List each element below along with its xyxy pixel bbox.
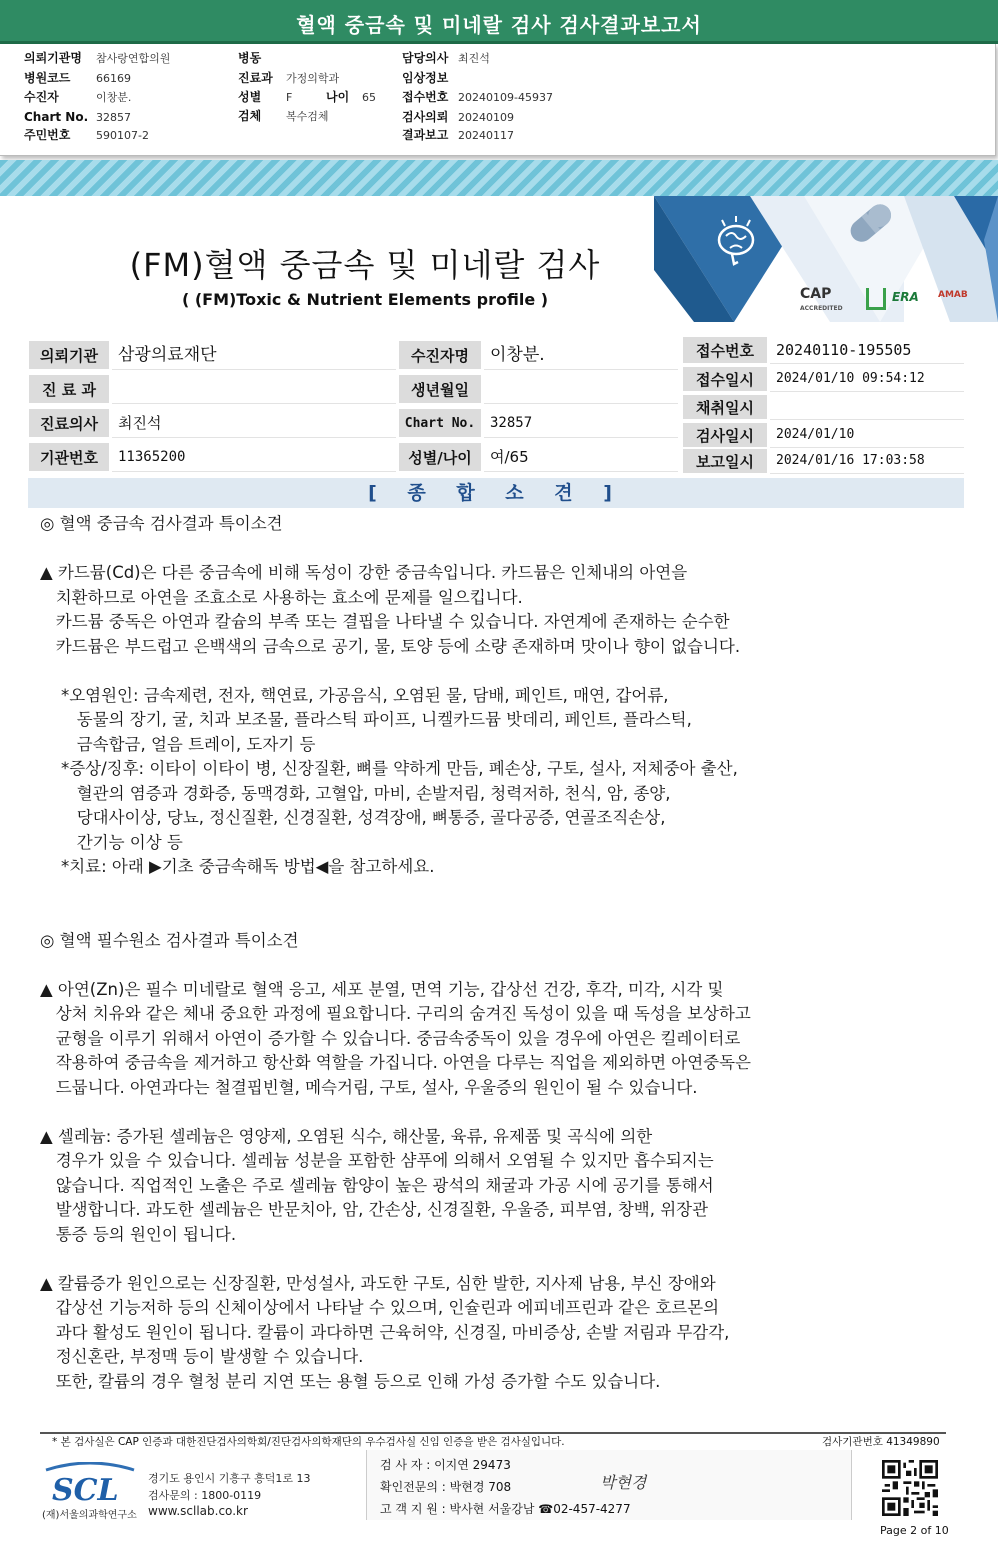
footer-institution-code: 검사기관번호 41349890 bbox=[822, 1436, 940, 1448]
summary-request-date: 검사의뢰 20240109 bbox=[402, 110, 514, 124]
amab-badge: AMAB bbox=[938, 290, 968, 300]
opinion-line: 혈관의 염증과 경화증, 동맥경화, 고혈압, 마비, 손발저림, 청력저하, 천식, 암, 종양, bbox=[40, 783, 671, 803]
value-institution-no: 11365200 bbox=[112, 442, 396, 472]
report-banner-title: 혈액 중금속 및 미네랄 검사 검사결과보고서 bbox=[296, 13, 702, 37]
lab-address: 경기도 용인시 기흥구 흥덕1로 13 bbox=[148, 1472, 311, 1485]
label-receipt-time: 접수일시 bbox=[682, 366, 768, 392]
svg-text:SCL: SCL bbox=[52, 1473, 119, 1506]
opinion-line: *오염원인: 금속제련, 전자, 핵연료, 가공음식, 오염된 물, 담배, 페인트, 매연, 갑어류, bbox=[40, 685, 669, 705]
opinion-line: 간기능 이상 등 bbox=[40, 832, 183, 852]
value-collect-time bbox=[770, 394, 964, 420]
summary-receipt-no: 접수번호 20240109-45937 bbox=[402, 90, 553, 104]
label-receipt-no: 접수번호 bbox=[682, 336, 768, 364]
value-department bbox=[112, 374, 396, 404]
label-institution-no: 기관번호 bbox=[28, 442, 110, 472]
summary-sex: 성별 F bbox=[238, 90, 293, 104]
summary-age: 나이 65 bbox=[326, 90, 376, 104]
opinion-line: 치환하므로 아연을 조효소로 사용하는 효소에 문제를 일으킵니다. bbox=[40, 587, 523, 607]
value-report-time: 2024/01/16 17:03:58 bbox=[770, 448, 964, 474]
opinion-line: 상처 치유와 같은 체내 중요한 과정에 필요합니다. 구리의 숨겨진 독성이 있을 때 독성을 보상하고 bbox=[40, 1004, 751, 1023]
opinion-line: 과다 활성도 원인이 됩니다. 칼륨이 과다하면 근육허약, 신경질, 마비증상, 손발 저림과 무감각, bbox=[40, 1322, 730, 1342]
opinion-line: ▲ 카드뮴(Cd)은 다른 중금속에 비해 독성이 강한 중금속입니다. 카드뮴은 인체내의 아연을 bbox=[40, 563, 688, 582]
summary-clinical-info: 임상정보 bbox=[402, 71, 449, 85]
opinion-line: 카드뮴 중독은 아연과 칼슘의 부족 또는 결핍을 나타낼 수 있습니다. 자연계에 존재하는 순수한 bbox=[40, 612, 730, 631]
opinion-line: 갑상선 기능저하 등의 신체이상에서 나타날 수 있으며, 인슐린과 에피네프린과 같은 호르몬의 bbox=[40, 1298, 720, 1317]
value-birth-date bbox=[484, 374, 678, 404]
opinion-line: ▲ 셀레늄: 증가된 셀레늄은 영양제, 오염된 식수, 해산물, 육류, 유제품 및 곡식에 의한 bbox=[40, 1126, 653, 1146]
summary-doctor: 담당의사 최진석 bbox=[402, 51, 490, 65]
label-department: 진 료 과 bbox=[28, 374, 110, 404]
value-patient-name: 이창분. bbox=[484, 340, 678, 370]
opinion-line: *치료: 아래 ▶기초 중금속해독 방법◀을 참고하세요. bbox=[40, 857, 435, 876]
lm-logo-icon bbox=[866, 288, 886, 310]
opinion-line: 드뭅니다. 아연과다는 철결핍빈혈, 메슥거림, 구토, 설사, 우울증의 원인이 될 수 있습니다. bbox=[40, 1077, 698, 1097]
summary-institution: 의뢰기관명 참사랑연합의원 bbox=[24, 51, 171, 65]
value-institution: 삼광의료재단 bbox=[112, 340, 396, 370]
lab-phone: 검사문의 : 1800-0119 bbox=[148, 1489, 262, 1502]
summary-department: 진료과 가정의학과 bbox=[238, 71, 340, 85]
opinion-heading: [ 종 합 소 견 ] bbox=[28, 478, 964, 508]
tester-line: 검 사 자 : 이지연 29473 bbox=[380, 1458, 511, 1472]
summary-chart-no: Chart No. 32857 bbox=[24, 110, 131, 124]
opinion-line: 경우가 있을 수 있습니다. 셀레늄 성분을 포함한 샴푸에 의해서 오염될 수 있지만 흡수되지는 bbox=[40, 1151, 714, 1170]
summary-id-number: 주민번호 590107-2 bbox=[24, 128, 149, 142]
page-title: (FM)혈액 중금속 및 미네랄 검사 bbox=[129, 246, 601, 284]
opinion-line: 균형을 이루기 위해서 아연이 증가할 수 있습니다. 중금속중독이 있을 경우에 아연은 킬레이터로 bbox=[40, 1028, 741, 1048]
report-banner bbox=[0, 0, 998, 44]
page-subtitle: ( (FM)Toxic & Nutrient Elements profile ) bbox=[181, 290, 549, 309]
opinion-line: *증상/징후: 이타이 이타이 병, 신장질환, 뼈를 약하게 만듬, 폐손상, 구토, 설사, 저체중아 출산, bbox=[40, 759, 738, 778]
summary-specimen: 검체 복수검체 bbox=[238, 109, 329, 123]
label-collect-time: 채취일시 bbox=[682, 394, 768, 420]
label-institution: 의뢰기관 bbox=[28, 340, 110, 370]
opinion-line: 통증 등의 원인이 됩니다. bbox=[40, 1224, 237, 1244]
opinion-line: ▲ 아연(Zn)은 필수 미네랄로 혈액 응고, 세포 분열, 면역 기능, 갑상선 건강, 후각, 미각, 시각 및 bbox=[40, 979, 724, 999]
lab-website: www.scllab.co.kr bbox=[148, 1504, 248, 1518]
opinion-line: 정신혼란, 부정맥 등이 발생할 수 있습니다. bbox=[40, 1347, 364, 1366]
summary-info-block bbox=[0, 44, 996, 156]
value-doctor: 최진석 bbox=[112, 408, 396, 438]
lab-name: (재)서울의과학연구소 bbox=[42, 1510, 137, 1521]
summary-patient: 수진자 이창분. bbox=[24, 90, 132, 104]
opinion-line: 금속합금, 얼음 트레이, 도자기 등 bbox=[40, 734, 316, 754]
label-report-time: 보고일시 bbox=[682, 448, 768, 474]
confirmer-line: 확인전문의 : 박현경 708 bbox=[380, 1480, 512, 1494]
value-sex-age: 여/65 bbox=[484, 442, 678, 472]
label-chart-no: Chart No. bbox=[398, 408, 482, 438]
opinion-line: 발생합니다. 과도한 셀레늄은 반문치아, 암, 간손상, 신경질환, 우울증, 피부염, 창백, 위장관 bbox=[40, 1200, 709, 1219]
era-badge: ERA bbox=[892, 290, 919, 304]
label-sex-age: 성별/나이 bbox=[398, 442, 482, 472]
opinion-line: 작용하여 중금속을 제거하고 항산화 역할을 가집니다. 아연을 다루는 직업을 제외하면 아연중독은 bbox=[40, 1053, 751, 1072]
signature: 박현경 bbox=[600, 1473, 647, 1492]
summary-ward: 병동 bbox=[238, 51, 262, 65]
footer-accreditation-note: * 본 검사실은 CAP 인증과 대한진단검사의학회/진단검사의학재단의 우수검사실 신임 인증을 받은 검사실입니다. bbox=[52, 1436, 565, 1448]
value-test-date: 2024/01/10 bbox=[770, 422, 964, 448]
opinion-line: 않습니다. 직업적인 노출은 주로 셀레늄 함양이 높은 광석의 채굴과 가공 시에 공기를 통해서 bbox=[40, 1175, 714, 1195]
value-receipt-time: 2024/01/10 09:54:12 bbox=[770, 366, 964, 392]
opinion-line: 또한, 칼륨의 경우 혈청 분리 지연 또는 용혈 등으로 인해 가성 증가할 수도 있습니다. bbox=[40, 1371, 661, 1391]
summary-hospital-code: 병원코드 66169 bbox=[24, 71, 131, 85]
label-birth-date: 생년월일 bbox=[398, 374, 482, 404]
scl-logo-icon bbox=[42, 1462, 138, 1506]
opinion-line: 카드뮴은 부드럽고 은백색의 금속으로 공기, 물, 토양 등에 소량 존재하며 맛이나 향이 없습니다. bbox=[40, 636, 741, 656]
label-test-date: 검사일시 bbox=[682, 422, 768, 448]
cap-badge: CAP ACCREDITED bbox=[800, 286, 843, 312]
opinion-line: ◎ 혈액 필수원소 검사결과 특이소견 bbox=[40, 930, 299, 950]
label-doctor: 진료의사 bbox=[28, 408, 110, 438]
value-receipt-no: 20240110-195505 bbox=[770, 336, 964, 364]
scl-logo bbox=[42, 1462, 138, 1506]
summary-report-date: 결과보고 20240117 bbox=[402, 128, 514, 142]
label-patient-name: 수진자명 bbox=[398, 340, 482, 370]
value-chart-no: 32857 bbox=[484, 408, 678, 438]
opinion-line: ◎ 혈액 중금속 검사결과 특이소견 bbox=[40, 514, 283, 533]
opinion-line: 당대사이상, 당뇨, 정신질환, 신경질환, 성격장애, 뼈통증, 골다공증, 연골조직손상, bbox=[40, 808, 666, 827]
page-number: Page 2 of 10 bbox=[880, 1524, 949, 1537]
qr-code-icon bbox=[882, 1460, 938, 1516]
opinion-line: ▲ 칼륨증가 원인으로는 신장질환, 만성설사, 과도한 구토, 심한 발한, 지사제 남용, 부신 장애와 bbox=[40, 1273, 716, 1293]
support-line: 고 객 지 원 : 박사현 서울강남 ☎02-457-4277 bbox=[380, 1502, 631, 1516]
opinion-line: 동물의 장기, 굴, 치과 보조물, 플라스틱 파이프, 니켈카드뮴 밧데리, 페인트, 플라스틱, bbox=[40, 710, 692, 729]
